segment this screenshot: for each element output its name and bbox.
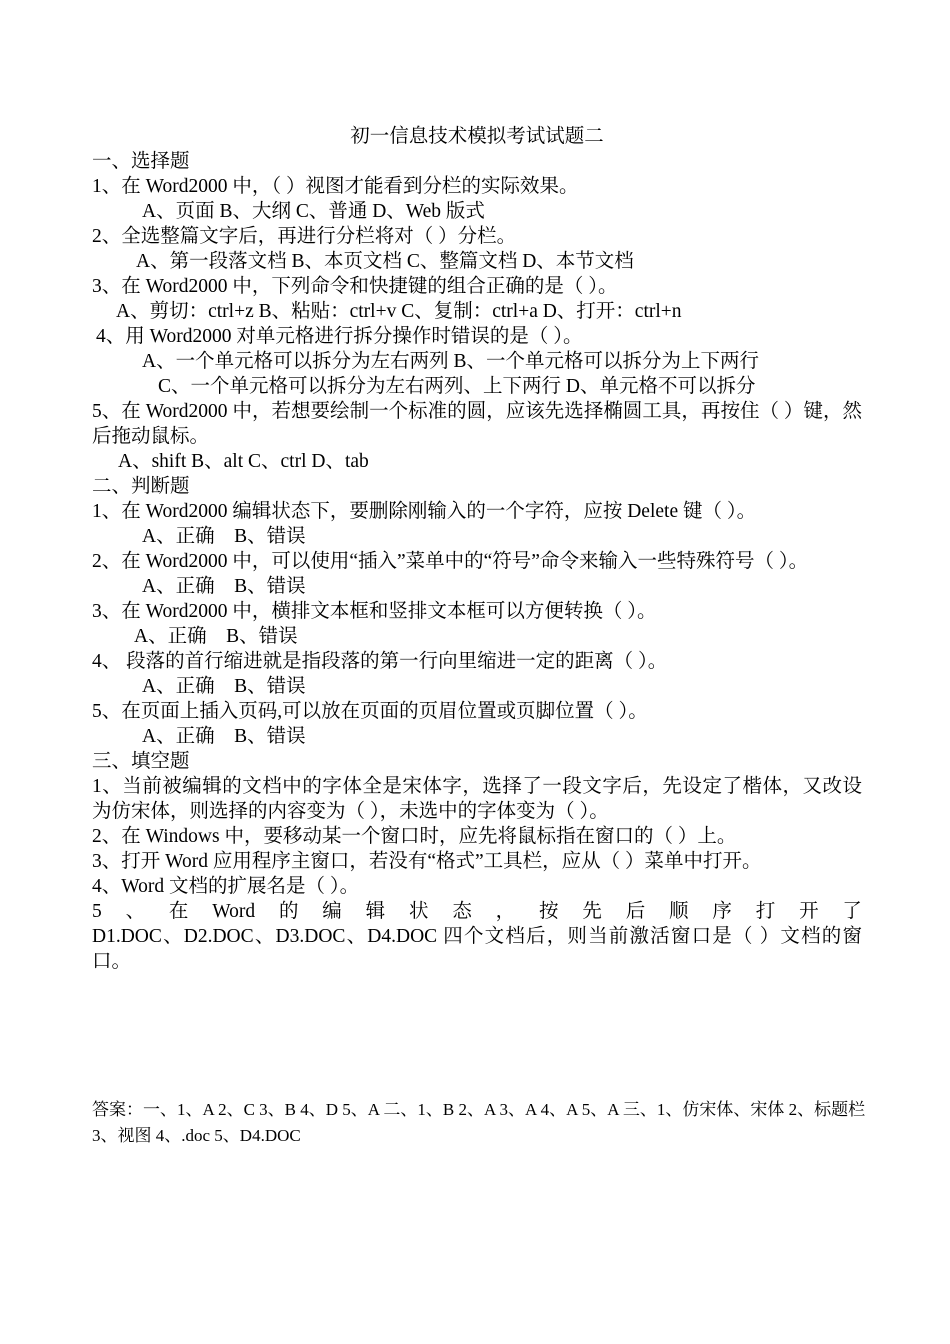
q5-token: 的 bbox=[278, 901, 299, 922]
s2-question-3: 3、在 Word2000 中，横排文本框和竖排文本框可以方便转换（ ）。 bbox=[92, 601, 657, 622]
q5-token: 了 bbox=[842, 901, 862, 922]
q5-token: 按 bbox=[539, 901, 559, 922]
s2-question-5-options: A、正确 B、错误 bbox=[142, 726, 306, 747]
s2-question-4: 4、 段落的首行缩进就是指段落的第一行向里缩进一定的距离（ ）。 bbox=[92, 651, 668, 672]
q5-token: 先 bbox=[582, 901, 602, 922]
answer-key: 答案：一、1、A 2、C 3、B 4、D 5、A 二、1、B 2、A 3、A 4、A 5、A 三、1、仿宋体、宋体 2、标题栏 3、视图 4、.doc 5、D4.DOC bbox=[92, 1100, 866, 1145]
s2-question-2: 2、在 Word2000 中，可以使用“插入”菜单中的“符号”命令来输入一些特殊符号（ ）。 bbox=[92, 551, 809, 572]
document-body bbox=[92, 124, 862, 974]
s2-question-5: 5、在页面上插入页码,可以放在页面的页眉位置或页脚位置（ ）。 bbox=[92, 701, 648, 722]
s2-question-3-options: A、正确 B、错误 bbox=[134, 626, 298, 647]
q5-token: ， bbox=[495, 901, 516, 922]
q5-token: 、 bbox=[125, 901, 146, 922]
q5-token: 后 bbox=[625, 901, 646, 922]
s2-question-1-options: A、正确 B、错误 bbox=[142, 526, 306, 547]
s3-question-5-line-2: D1.DOC、D2.DOC、D3.DOC、D4.DOC 四个文档后，则当前激活窗口是（ ）文档的窗口。 bbox=[92, 926, 862, 972]
q5-token: Word bbox=[212, 901, 256, 922]
s1-question-2-options: A、第一段落文档 B、本页文档 C、整篇文档 D、本节文档 bbox=[136, 251, 634, 272]
section3-heading: 三、填空题 bbox=[92, 751, 190, 772]
s3-question-2: 2、在 Windows 中，要移动某一个窗口时，应先将鼠标指在窗口的（ ）上。 bbox=[92, 826, 737, 847]
s3-question-3: 3、打开 Word 应用程序主窗口，若没有“格式”工具栏，应从（ ）菜单中打开。 bbox=[92, 851, 762, 872]
q5-token: 态 bbox=[452, 901, 472, 922]
q5-token: 开 bbox=[799, 901, 819, 922]
q5-token: 辑 bbox=[365, 901, 386, 922]
s1-question-4-options-2: C、一个单元格可以拆分为左右两列、上下两行 D、单元格不可以拆分 bbox=[158, 376, 756, 397]
s1-question-3: 3、在 Word2000 中，下列命令和快捷键的组合正确的是（ ）。 bbox=[92, 276, 618, 297]
section2-heading: 二、判断题 bbox=[92, 476, 190, 497]
s3-question-5-line-1 bbox=[92, 899, 862, 924]
s3-question-1: 1、当前被编辑的文档中的字体全是宋体字，选择了一段文字后，先设定了楷体，又改设为仿宋体，则选择的内容变为（ ），未选中的字体变为（ ）。 bbox=[92, 776, 862, 822]
s2-question-2-options: A、正确 B、错误 bbox=[142, 576, 306, 597]
q5-token: 打 bbox=[755, 901, 776, 922]
page-title: 初一信息技术模拟考试试题二 bbox=[350, 126, 604, 147]
s1-question-1-options: A、页面 B、大纲 C、普通 D、Web 版式 bbox=[142, 201, 485, 222]
s1-question-4-options-1: A、一个单元格可以拆分为左右两列 B、一个单元格可以拆分为上下两行 bbox=[142, 351, 759, 372]
q5-token: 在 bbox=[168, 901, 189, 922]
q5-token: 顺 bbox=[669, 901, 689, 922]
s1-question-1: 1、在 Word2000 中，（ ）视图才能看到分栏的实际效果。 bbox=[92, 176, 579, 197]
section1-heading: 一、选择题 bbox=[92, 151, 190, 172]
s1-question-5: 5、在 Word2000 中，若想要绘制一个标准的圆，应该先选择椭圆工具，再按住（ ）键，然后拖动鼠标。 bbox=[92, 401, 862, 447]
s1-question-5-options: A、shift B、alt C、ctrl D、tab bbox=[118, 451, 369, 472]
q5-token: 序 bbox=[712, 901, 732, 922]
s3-question-4: 4、Word 文档的扩展名是（ ）。 bbox=[92, 876, 360, 897]
s1-question-4: 4、用 Word2000 对单元格进行拆分操作时错误的是（ ）。 bbox=[96, 326, 583, 347]
s1-question-2: 2、全选整篇文字后，再进行分栏将对（ ）分栏。 bbox=[92, 226, 517, 247]
q5-token: 5 bbox=[92, 901, 102, 922]
s1-question-3-options: A、剪切：ctrl+z B、粘贴：ctrl+v C、复制：ctrl+a D、打开：ctrl+n bbox=[116, 301, 682, 322]
s2-question-4-options: A、正确 B、错误 bbox=[142, 676, 306, 697]
q5-token: 状 bbox=[408, 901, 429, 922]
s2-question-1: 1、在 Word2000 编辑状态下，要删除刚输入的一个字符，应按 Delete 键（ ）。 bbox=[92, 501, 757, 522]
q5-token: 编 bbox=[322, 901, 342, 922]
